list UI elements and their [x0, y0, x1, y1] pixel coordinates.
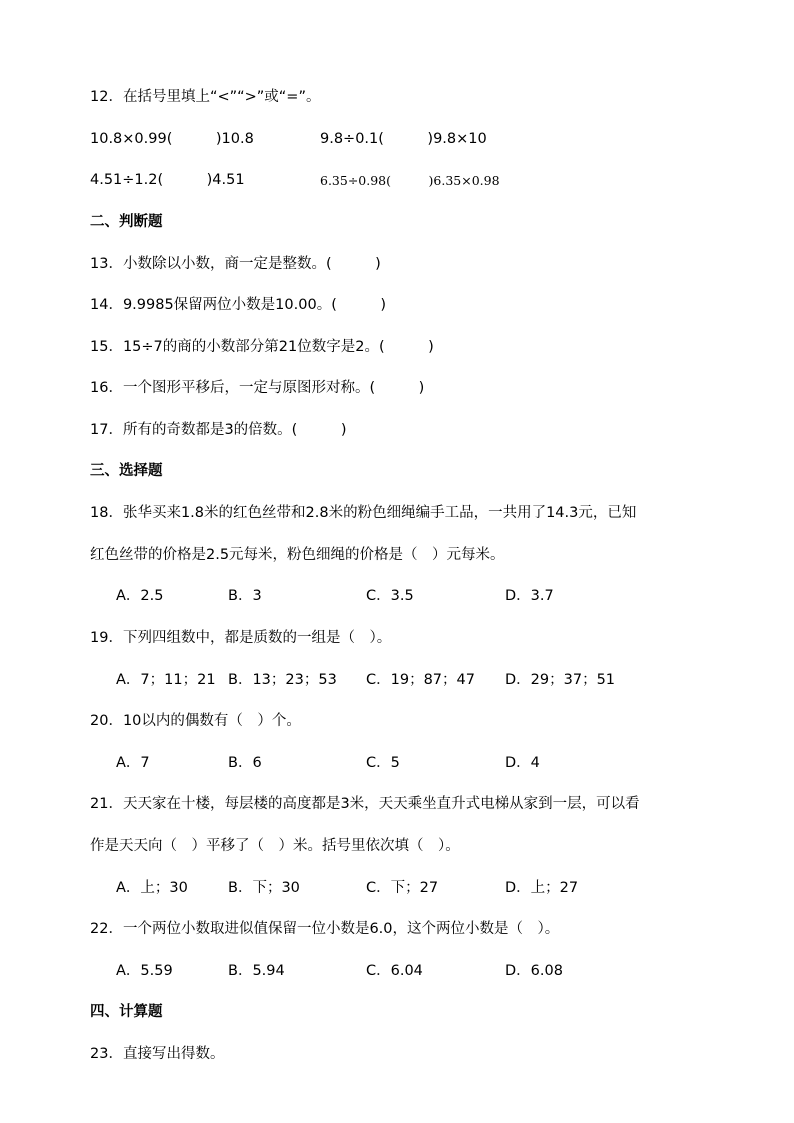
question-16: 16．一个图形平移后，一定与原图形对称。( ) — [90, 380, 425, 396]
q19-option-d: D．29；37；51 — [505, 672, 616, 688]
q18-option-a: A．2.5 — [116, 588, 164, 604]
q22-option-d: D．6.08 — [505, 963, 563, 979]
q19-option-a: A．7；11；21 — [116, 672, 216, 688]
q21-option-b: B．下；30 — [228, 880, 300, 896]
q12-item-2: 9.8÷0.1( )9.8×10 — [320, 131, 487, 147]
q18-option-d: D．3.7 — [505, 588, 554, 604]
question-22: 22．一个两位小数取进似值保留一位小数是6.0，这个两位小数是（ ）。 — [90, 921, 560, 937]
q20-option-d: D．4 — [505, 755, 540, 771]
q20-option-a: A．7 — [116, 755, 150, 771]
question-23: 23．直接写出得数。 — [90, 1046, 225, 1062]
q19-option-b: B．13；23；53 — [228, 672, 337, 688]
q19-option-c: C．19；87；47 — [366, 672, 475, 688]
question-17: 17．所有的奇数都是3的倍数。( ) — [90, 422, 347, 438]
question-18-line-1: 18．张华买来1.8米的红色丝带和2.8米的粉色细绳编手工品，一共用了14.3元，已知 — [90, 505, 637, 521]
q20-option-c: C．5 — [366, 755, 400, 771]
section-heading-calculation: 四、计算题 — [90, 1004, 163, 1020]
question-20: 20．10以内的偶数有（ ）个。 — [90, 713, 301, 729]
q18-option-c: C．3.5 — [366, 588, 414, 604]
question-18-line-2: 红色丝带的价格是2.5元每米，粉色细绳的价格是（ ）元每米。 — [90, 547, 505, 563]
q12-item-1: 10.8×0.99( )10.8 — [90, 131, 254, 147]
question-21-line-2: 作是天天向（ ）平移了（ ）米。括号里依次填（ ）。 — [90, 838, 460, 854]
q21-option-c: C．下；27 — [366, 880, 439, 896]
q18-option-b: B．3 — [228, 588, 262, 604]
q12-item-3: 4.51÷1.2( )4.51 — [90, 172, 245, 188]
section-heading-choice: 三、选择题 — [90, 463, 163, 479]
q22-option-c: C．6.04 — [366, 963, 423, 979]
question-12-prompt: 12．在括号里填上“<”“>”或“=”。 — [90, 89, 321, 105]
question-14: 14．9.9985保留两位小数是10.00。( ) — [90, 297, 387, 313]
question-13: 13．小数除以小数，商一定是整数。( ) — [90, 256, 381, 272]
q22-option-b: B．5.94 — [228, 963, 285, 979]
q22-option-a: A．5.59 — [116, 963, 173, 979]
q12-item-4: 6.35÷0.98( )6.35×0.98 — [320, 173, 500, 188]
q20-option-b: B．6 — [228, 755, 262, 771]
question-15: 15．15÷7的商的小数部分第21位数字是2。( ) — [90, 339, 434, 355]
question-19: 19．下列四组数中，都是质数的一组是（ ）。 — [90, 630, 392, 646]
question-21-line-1: 21．天天家在十楼，每层楼的高度都是3米，天天乘坐直升式电梯从家到一层，可以看 — [90, 796, 640, 812]
q21-option-a: A．上；30 — [116, 880, 188, 896]
section-heading-judgement: 二、判断题 — [90, 214, 163, 230]
q21-option-d: D．上；27 — [505, 880, 579, 896]
